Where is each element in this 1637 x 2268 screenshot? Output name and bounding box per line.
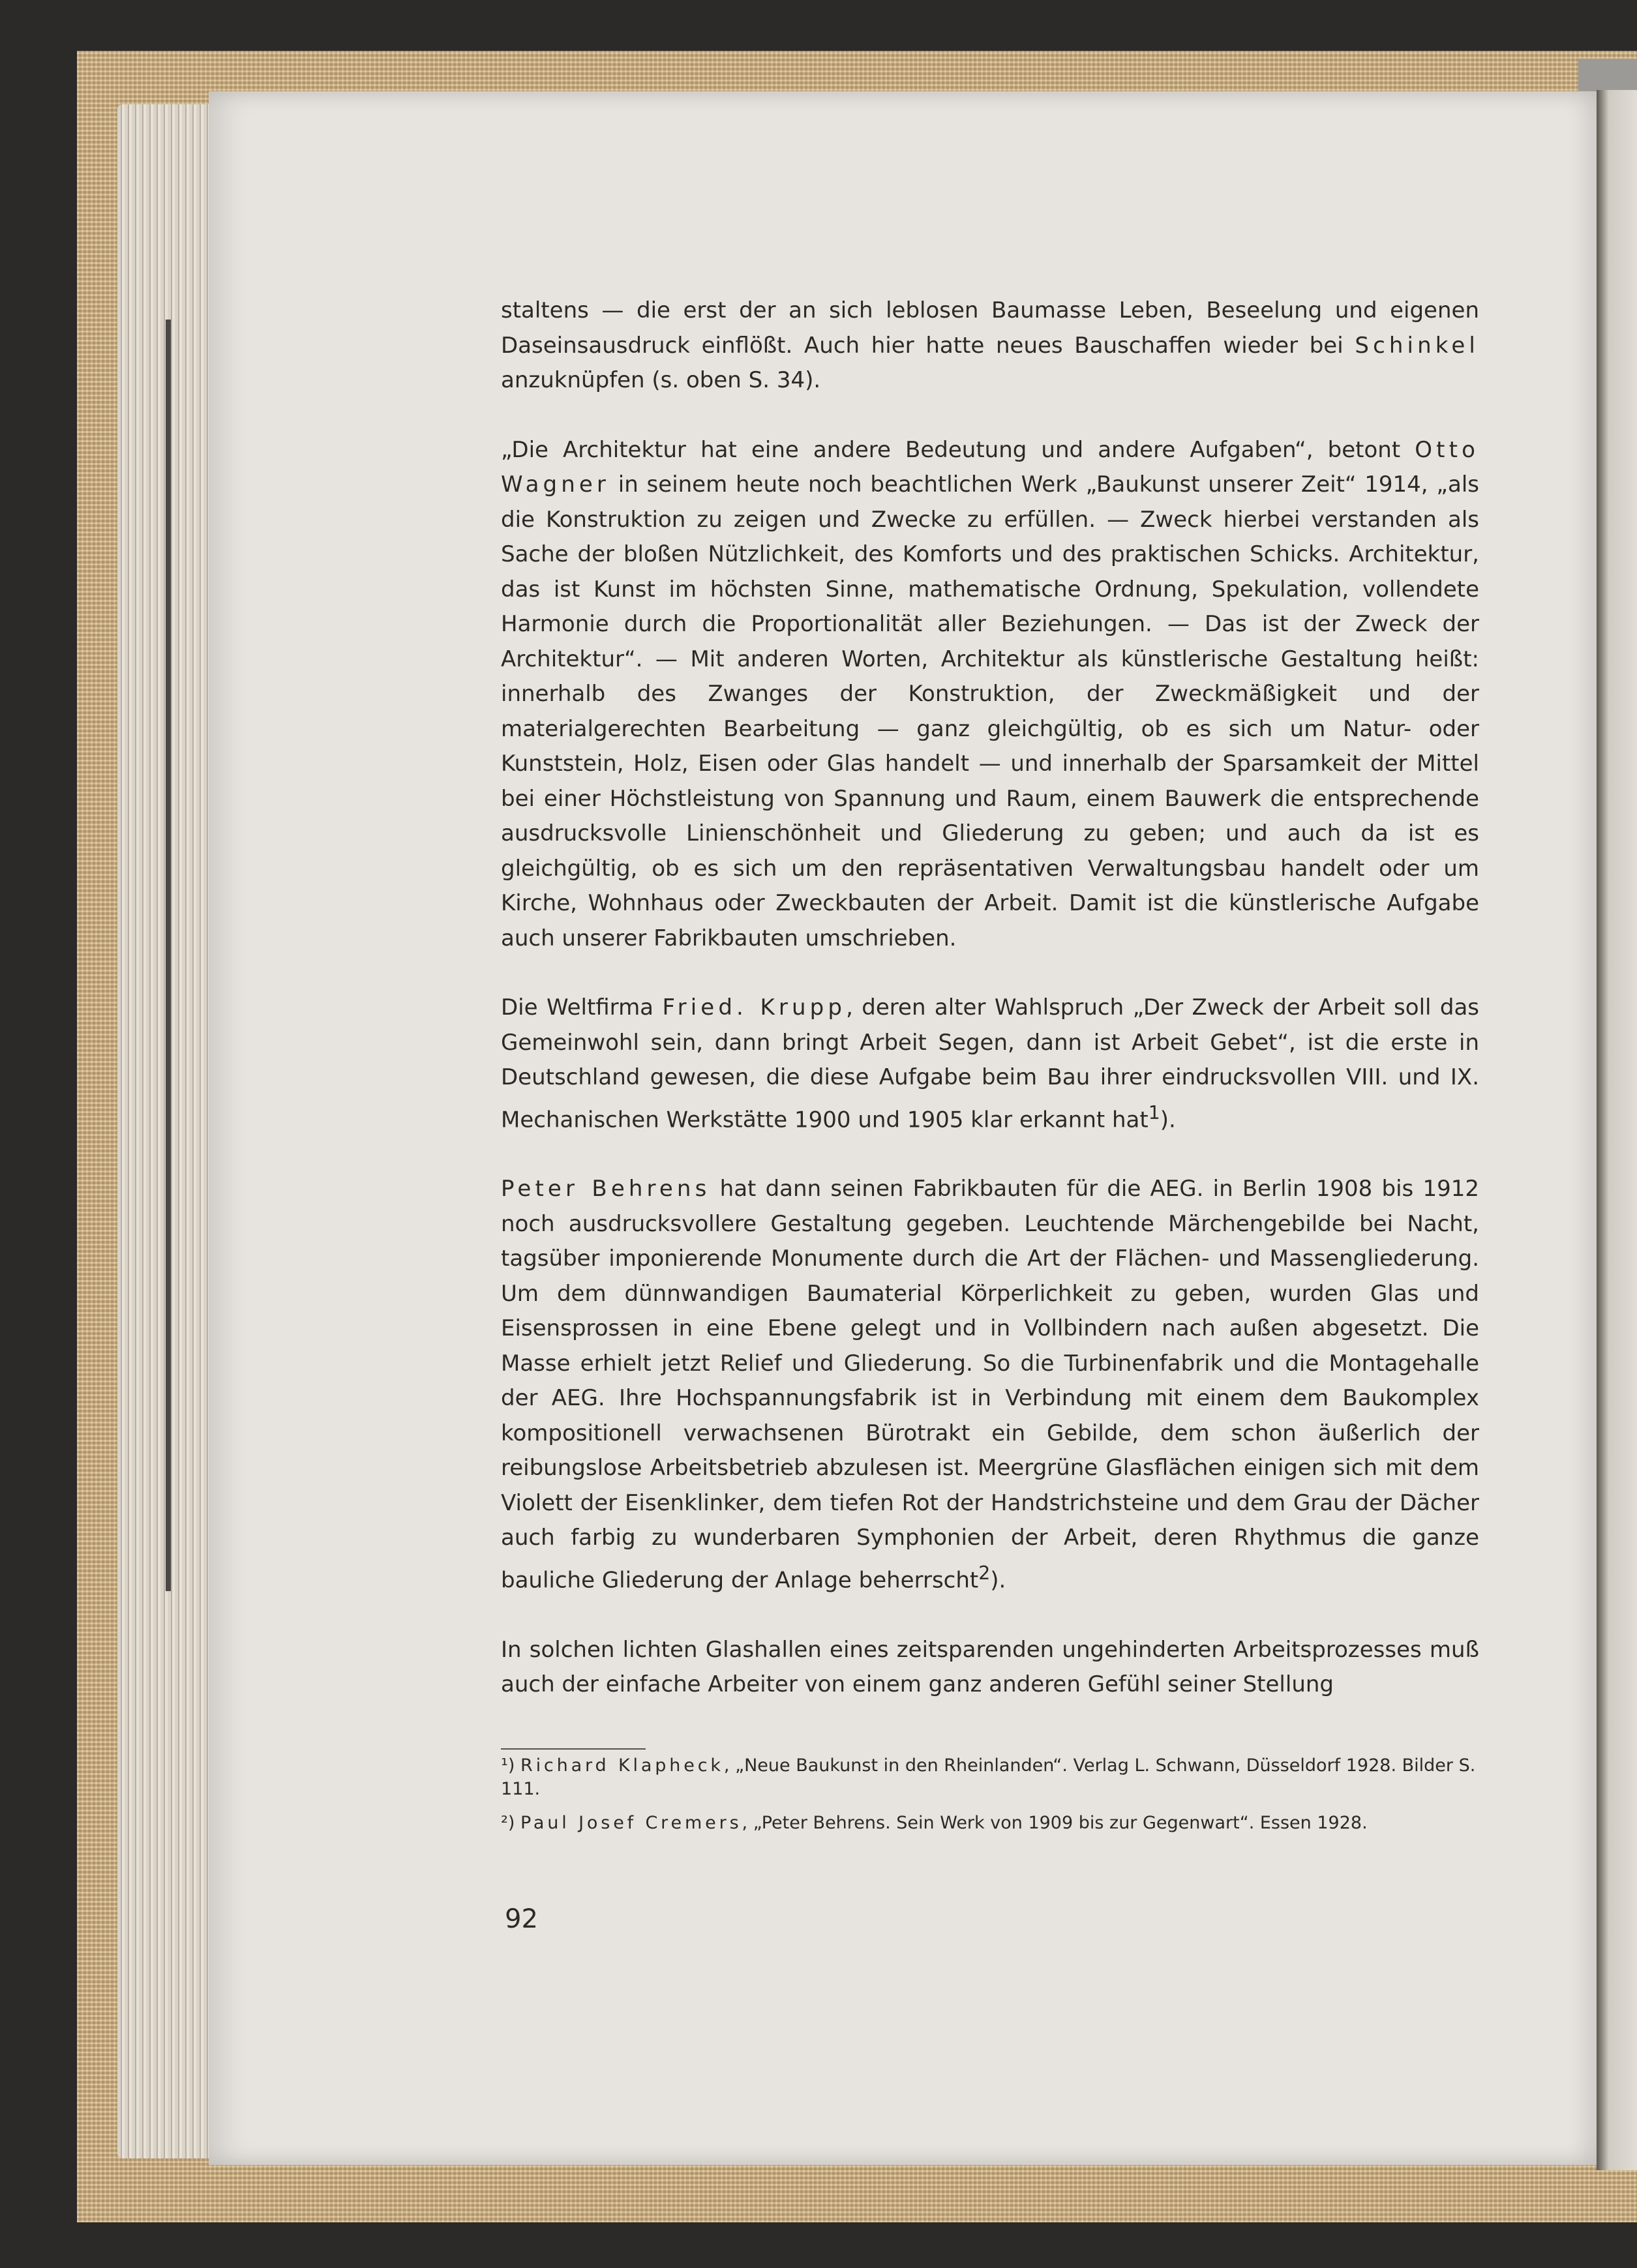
spaced-name: Schinkel bbox=[1355, 332, 1479, 359]
paragraph-4: Peter Behrens hat dann seinen Fabrikbauten für die AEG. in Berlin 1908 bis 1912 noch ausdrucksvollere Gestaltung gegeben. Leuchtende Märchengebilde bei Nacht, tagsüber imponierende Monumente durch die Art der Flächen- und Massengliederung. Um dem dünnwandigen Baumaterial Körperlichkeit zu geben, wurden Glas und Eisensprossen in eine Ebene gelegt und in Vollbindern nach außen abgesetzt. Die Masse erhielt jetzt Relief und Gliederung. So die Turbinenfabrik und die Montagehalle der AEG. Ihre Hochspannungsfabrik ist in Verbindung mit einem dem Baukomplex kompositionell verwachsenen Bürotrakt ein Gebilde, dem schon äußerlich der reibungslose Arbeitsbetrieb abzulesen ist. Meergrüne Glasflächen einigen sich mit dem Violett der Eisenklinker, dem tiefen Rot der Handstrichsteine und dem Grau der Dächer auch farbig zu wunderbaren Symphonien der Arbeit, deren Rhythmus die ganze bauliche Gliederung der Anlage beherrscht$^2$). bbox=[501, 1176, 1479, 1594]
page-number: 92 bbox=[505, 1904, 538, 1934]
footnotes bbox=[501, 1754, 1479, 1845]
page-edge-marker bbox=[166, 320, 171, 1591]
footnote-divider bbox=[501, 1748, 646, 1750]
paragraph-5: In solchen lichten Glashallen eines zeitsparenden ungehinderten Arbeitsprozesses muß auch der einfache Arbeiter von einem ganz anderen Gefühl seiner Stellung bbox=[501, 1636, 1479, 1698]
footnote-ref: 1 bbox=[1148, 1101, 1160, 1124]
spaced-name: Richard Klapheck bbox=[520, 1755, 724, 1776]
facing-page-edge bbox=[1597, 90, 1637, 2170]
paragraph-1: staltens — die erst der an sich leblosen Baumasse Leben, Beseelung und eigenen Daseinsausdruck einflößt. Auch hier hatte neues Bauschaffen wieder bei Schinkel anzuknüpfen (s. oben S. 34). bbox=[501, 297, 1479, 393]
adjacent-cover-strip bbox=[1578, 59, 1637, 91]
paragraph-2: „Die Architektur hat eine andere Bedeutung und andere Aufgaben“, betont Otto Wagner in seinem heute noch beachtlichen Werk „Baukunst unserer Zeit“ 1914, „als die Konstruktion zu zeigen und Zwecke zu erfüllen. — Zweck hierbei verstanden als Sache der bloßen Nützlichkeit, des Komforts und des praktischen Schicks. Architektur, das ist Kunst im höchsten Sinne, mathematische Ordnung, Spekulation, vollendete Harmonie durch die Proportionalität aller Beziehungen. — Das ist der Zweck der Architektur“. — Mit anderen Worten, Architektur als künstlerische Gestaltung heißt: innerhalb des Zwanges der Konstruktion, der Zweckmäßigkeit und der materialgerechten Bearbeitung — ganz gleichgültig, ob es sich um Natur- oder Kunststein, Holz, Eisen oder Glas handelt — und innerhalb der Sparsamkeit der Mittel bei einer Höchstleistung von Spannung und Raum, einem Bauwerk die entsprechende ausdrucksvolle Linienschönheit und Gliederung zu geben; und auch da ist es gleichgültig, ob es sich um den repräsentativen Verwaltungsbau handelt oder um Kirche, Wohnhaus oder Zweckbauten der Arbeit. Damit ist die künstlerische Aufgabe auch unserer Fabrikbauten umschrieben. bbox=[501, 436, 1479, 951]
spaced-name: Fried. Krupp bbox=[662, 994, 847, 1021]
body-text bbox=[501, 293, 1479, 1703]
spaced-name: Peter Behrens bbox=[501, 1176, 711, 1202]
paragraph-3: Die Weltfirma Fried. Krupp, deren alter Wahlspruch „Der Zweck der Arbeit soll das Gemeinwohl sein, dann bringt Arbeit Segen, dann ist Arbeit Gebet“, ist die erste in Deutschland gewesen, die diese Aufgabe beim Bau ihrer eindrucksvollen VIII. und IX. Mechanischen Werkstätte 1900 und 1905 klar erkannt hat$^1$). bbox=[501, 994, 1479, 1133]
footnote-2: ²) Paul Josef Cremers, „Peter Behrens. Sein Werk von 1909 bis zur Gegenwart“. Essen 1928. bbox=[501, 1813, 1368, 1833]
footnote-1: ¹) Richard Klapheck, „Neue Baukunst in den Rheinlanden“. Verlag L. Schwann, Düsseldorf 1928. Bilder S. 111. bbox=[501, 1755, 1476, 1799]
spaced-name: Paul Josef Cremers bbox=[520, 1813, 742, 1833]
footnote-ref: 2 bbox=[978, 1562, 991, 1584]
spaced-name: Otto Wagner bbox=[501, 436, 1479, 498]
